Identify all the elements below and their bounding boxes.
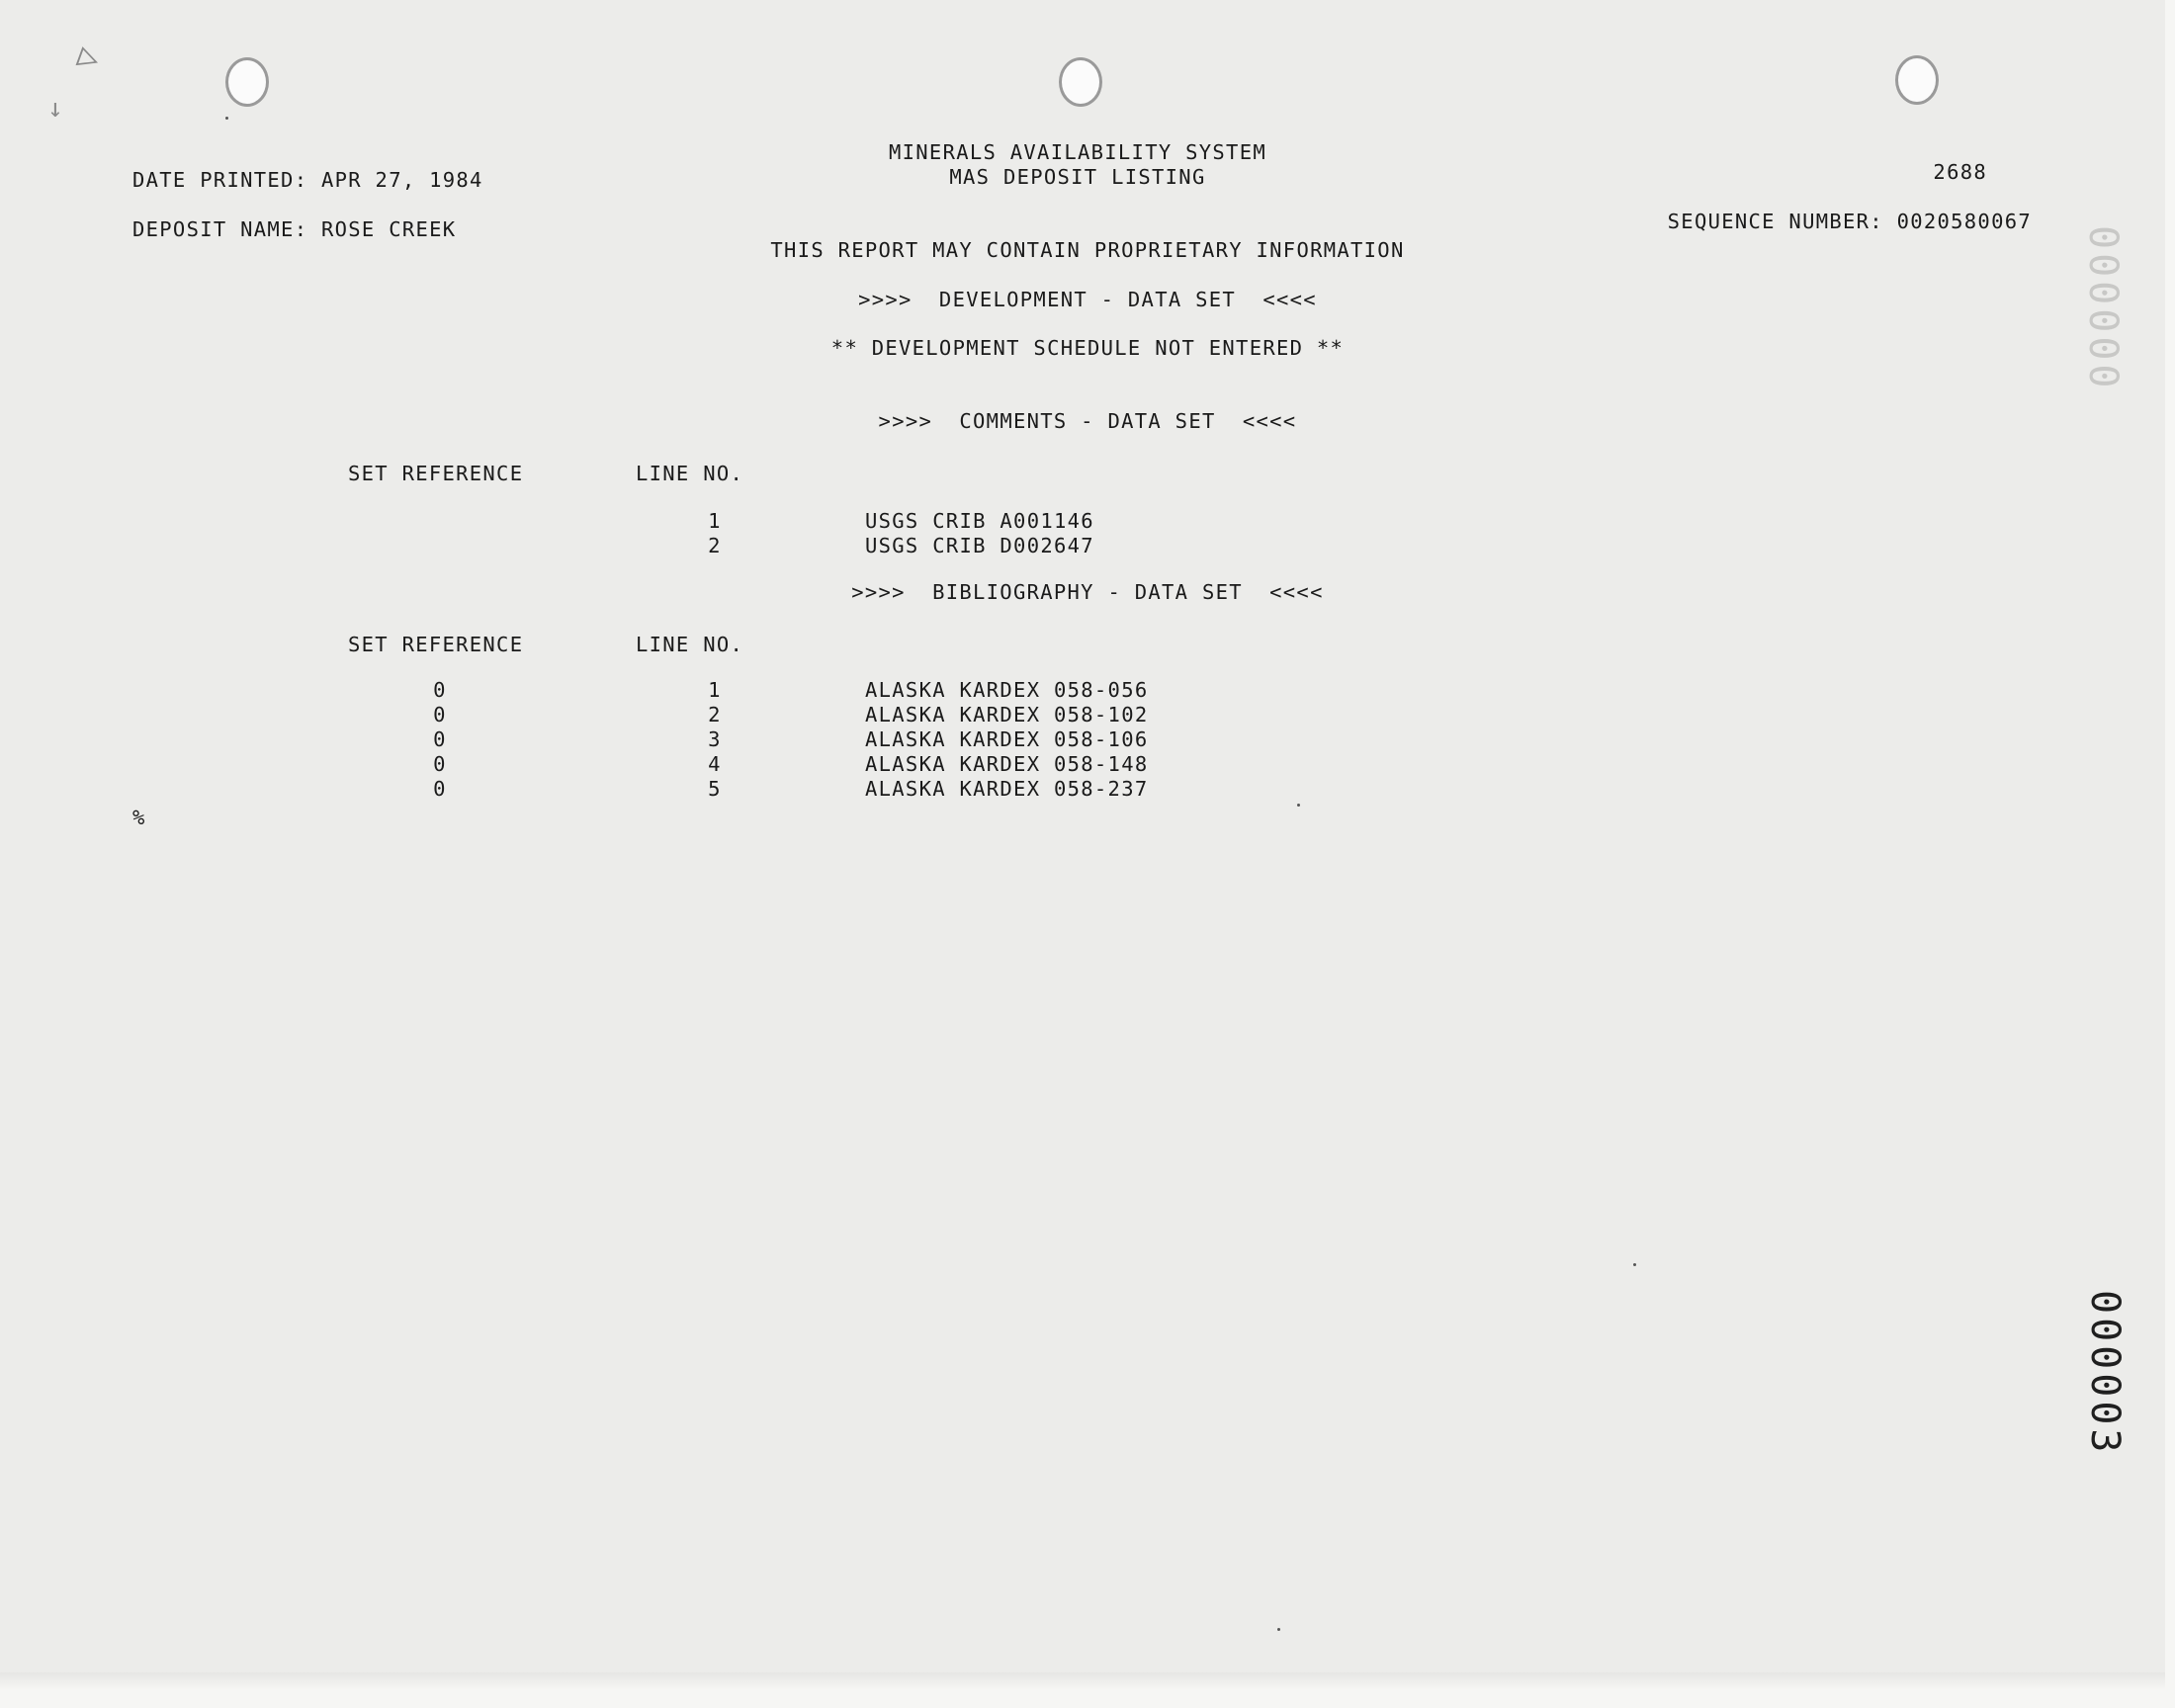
dust-speck [1633,1263,1636,1266]
sequence-number: SEQUENCE NUMBER: 0020580067 [1667,210,2032,233]
margin-pen-mark: ↓ [47,94,63,124]
binder-hole-right [1895,55,1939,105]
binder-hole-left [225,57,269,107]
deposit-name: DEPOSIT NAME: ROSE CREEK [132,217,457,241]
bibliography-line-no: 5 [708,777,722,801]
comments-text: USGS CRIB A001146 [865,509,1094,533]
corner-pen-mark: ▷ [72,35,106,80]
system-title: MINERALS AVAILABILITY SYSTEM [889,140,1266,164]
date-printed: DATE PRINTED: APR 27, 1984 [132,168,483,192]
bibliography-set-ref: 0 [433,678,447,702]
comments-line-no: 1 [708,509,722,533]
bibliography-line-no: 1 [708,678,722,702]
development-status: ** DEVELOPMENT SCHEDULE NOT ENTERED ** [830,336,1345,360]
comments-line-no: 2 [708,534,722,557]
comments-col-set-reference: SET REFERENCE [348,462,524,485]
bibliography-line-no: 4 [708,752,722,776]
bibliography-set-ref: 0 [433,752,447,776]
bibliography-text: ALASKA KARDEX 058-106 [865,727,1149,751]
bibliography-text: ALASKA KARDEX 058-148 [865,752,1149,776]
bibliography-col-set-reference: SET REFERENCE [348,633,524,656]
page-bottom-edge [0,1672,2165,1690]
bibliography-text: ALASKA KARDEX 058-102 [865,703,1149,726]
end-of-listing-mark: % [132,806,146,829]
bibliography-set-ref: 0 [433,727,447,751]
dust-speck [1277,1628,1280,1631]
dust-speck [225,117,228,120]
bibliography-text: ALASKA KARDEX 058-056 [865,678,1149,702]
faint-stamp-number: 000000 [2080,225,2126,392]
comments-heading: >>>> COMMENTS - DATA SET <<<< [878,409,1297,433]
development-heading: >>>> DEVELOPMENT - DATA SET <<<< [858,288,1317,311]
listing-title: MAS DEPOSIT LISTING [949,165,1206,189]
comments-col-line-no: LINE NO. [636,462,744,485]
frame-stamp-number: 000003 [2082,1290,2128,1457]
page-number: 2688 [1933,160,1987,184]
bibliography-line-no: 2 [708,703,722,726]
bibliography-text: ALASKA KARDEX 058-237 [865,777,1149,801]
dust-speck [1297,804,1300,807]
comments-text: USGS CRIB D002647 [865,534,1094,557]
bibliography-col-line-no: LINE NO. [636,633,744,656]
bibliography-line-no: 3 [708,727,722,751]
bibliography-set-ref: 0 [433,777,447,801]
bibliography-set-ref: 0 [433,703,447,726]
proprietary-notice: THIS REPORT MAY CONTAIN PROPRIETARY INFORMATION [770,238,1405,262]
bibliography-heading: >>>> BIBLIOGRAPHY - DATA SET <<<< [851,580,1324,604]
binder-hole-center [1059,57,1102,107]
